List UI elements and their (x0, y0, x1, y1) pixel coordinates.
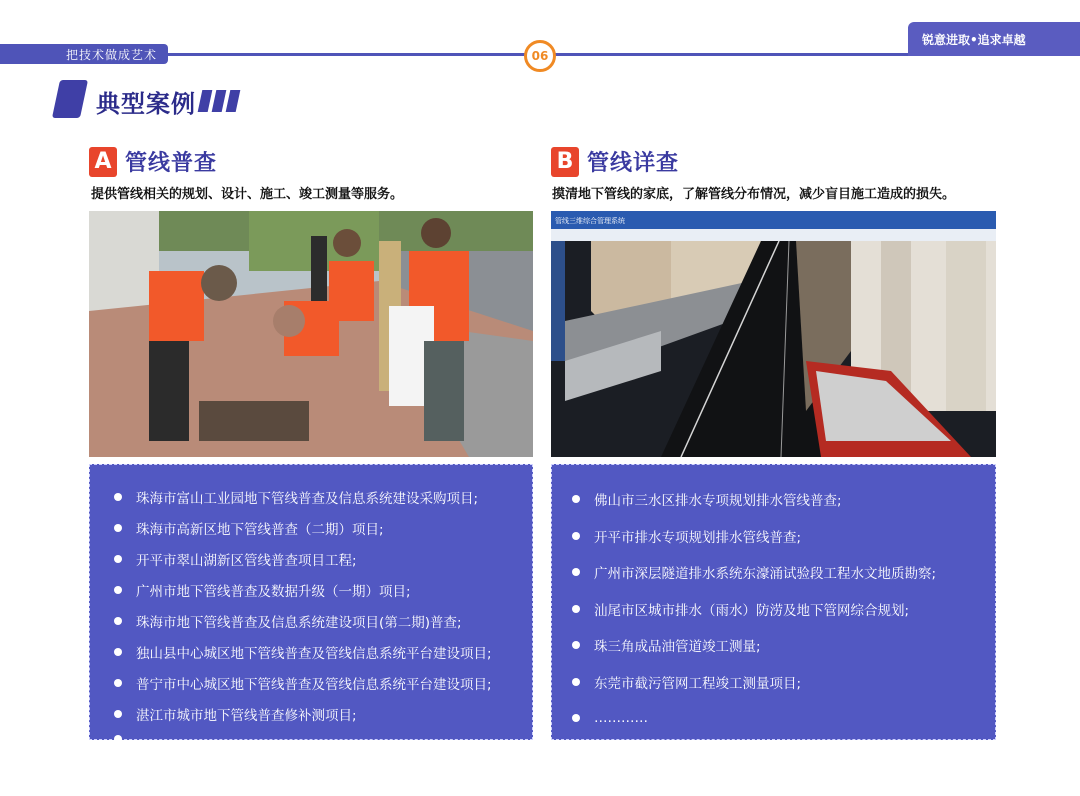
app-title: 管线三维综合管理系统 (555, 217, 625, 225)
bullet-icon (114, 648, 122, 656)
bullet-icon (572, 678, 580, 686)
right-project-list-panel (551, 464, 996, 740)
right-section-header (551, 146, 679, 177)
bullet-icon (572, 641, 580, 649)
bullet-icon (114, 493, 122, 501)
right-badge: B (551, 147, 579, 177)
survey-photo (89, 211, 533, 457)
list-item (572, 664, 995, 701)
header-right-slogan: 锐意进取•追求卓越 (922, 33, 1026, 47)
bullet-icon (572, 714, 580, 722)
list-item-text: 广州市深层隧道排水系统东濠涌试验段工程水文地质勘察; (594, 566, 937, 583)
bullet-icon (572, 495, 580, 503)
right-title: 管线详查 (587, 151, 680, 176)
list-item-text: 东莞市截污管网工程竣工测量项目; (594, 675, 802, 692)
left-project-list-panel (89, 464, 533, 747)
bullet-icon (572, 532, 580, 540)
bullet-icon (114, 617, 122, 625)
bullet-icon (114, 524, 122, 532)
list-item (114, 512, 532, 543)
list-item (114, 636, 532, 667)
section-title-mark (52, 80, 88, 118)
header-left-slogan: 把技术做成艺术 (66, 48, 158, 62)
header-right-band (908, 22, 1080, 56)
pipeline-3d-system-screenshot (551, 211, 996, 457)
right-description: 摸清地下管线的家底，了解管线分布情况，减少盲目施工造成的损失。 (552, 187, 956, 202)
list-item-text: 汕尾市区城市排水（雨水）防涝及地下管网综合规划; (594, 602, 910, 619)
list-item-text: 佛山市三水区排水专项规划排水管线普查; (594, 493, 842, 510)
list-item-text: ………… (594, 710, 648, 727)
list-item (114, 605, 532, 636)
list-item (114, 574, 532, 605)
list-item (114, 698, 532, 729)
list-item-text: 普宁市中心城区地下管线普查及管线信息系统平台建设项目; (136, 676, 492, 693)
list-item-text: 开平市翠山湖新区管线普查项目工程; (136, 552, 357, 569)
list-item-text: 广州市地下管线普查及数据升级（一期）项目; (136, 583, 411, 600)
list-item-text: 珠海市地下管线普查及信息系统建设项目(第二期)普查; (136, 614, 462, 631)
list-item-text: 珠三角成品油管道竣工测量; (594, 639, 761, 656)
list-item (572, 591, 995, 628)
bullet-icon (114, 679, 122, 687)
list-item (114, 729, 532, 749)
left-description: 提供管线相关的规划、设计、施工、竣工测量等服务。 (91, 187, 404, 202)
list-item (572, 700, 995, 737)
list-item-text: ………… (136, 731, 190, 747)
left-title: 管线普查 (125, 151, 218, 176)
bullet-icon (114, 735, 122, 743)
left-badge: A (89, 147, 117, 177)
list-item (572, 518, 995, 555)
bullet-icon (114, 555, 122, 563)
header-left-band (0, 44, 168, 64)
list-item (114, 543, 532, 574)
right-project-list (572, 481, 995, 737)
list-item-text: 湛江市城市地下管线普查修补测项目; (136, 707, 357, 724)
list-item (114, 667, 532, 698)
list-item-text: 开平市排水专项规划排水管线普查; (594, 529, 802, 546)
bullet-icon (572, 605, 580, 613)
left-section-header (89, 146, 217, 177)
list-item-text: 珠海市富山工业园地下管线普查及信息系统建设采购项目; (136, 490, 479, 507)
list-item-text: 独山县中心城区地下管线普查及管线信息系统平台建设项目; (136, 645, 492, 662)
list-item (572, 554, 995, 591)
section-title: 典型案例 (96, 90, 196, 118)
bullet-icon (114, 710, 122, 718)
bullet-icon (572, 568, 580, 576)
list-item-text: 珠海市高新区地下管线普查（二期）项目; (136, 521, 384, 538)
left-project-list (114, 481, 532, 749)
list-item (572, 481, 995, 518)
list-item (114, 481, 532, 512)
section-title-bars (200, 90, 238, 112)
bullet-icon (114, 586, 122, 594)
page-number: 06 (524, 40, 556, 72)
list-item (572, 627, 995, 664)
